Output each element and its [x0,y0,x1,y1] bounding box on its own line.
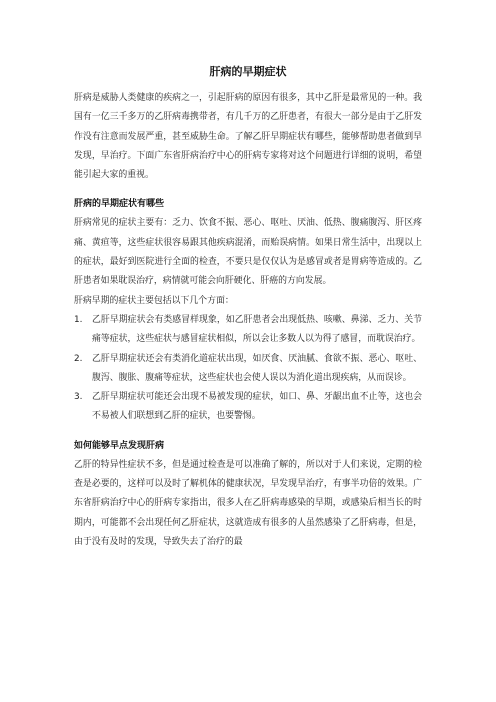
symptoms-list-intro: 肝病早期的症状主要包括以下几个方面： [74,295,234,306]
list-item-number: 3. [74,392,83,403]
list-item [74,388,422,427]
list-item-text: 乙肝早期症状还会有类消化道症状出现，如厌食、厌油腻、食欲不振、恶心、呕吐、腹泻、腹胀、腹痛等症状，这些症状也会使人误以为消化道出现疾病，从而误诊。 [92,353,422,383]
page-title: 肝病的早期症状 [209,65,287,78]
section-gap [74,185,422,195]
detection-paragraph: 乙肝的特异性症状不多，但是通过检查是可以准确了解的，所以对于人们来说，定期的检查是必要的，这样可以及时了解机体的健康状况，早发现早治疗，有事半功倍的效果。广东省肝病治疗中心的肝病专家指出，很多人在乙肝病毒感染的早期，或感染后相当长的时期内，可能都不会出现任何乙肝症状，这就造成有很多的人虽然感染了乙肝病毒，但是，由于没有及时的发现，导致失去了治疗的最 [74,459,422,547]
list-item [74,350,422,389]
section-gap [74,427,422,437]
symptoms-list [74,311,422,427]
section-heading-detection: 如何能够早点发现肝病 [74,440,165,451]
symptoms-paragraph: 肝病常见的症状主要有：乏力、饮食不振、恶心、呕吐、厌油、低热、腹痛腹泻、肝区疼痛、黄疸等，这些症状很容易跟其他疾病混淆，而贻误病情。如果日常生活中，出现以上的症状，最好到医院进行全面的检查，不要只是仅仅认为是感冒或者是胃病等造成的。乙肝患者如果耽误治疗，病情就可能会向肝硬化、肝癌的方向发展。 [74,218,422,287]
intro-paragraph: 肝病是威胁人类健康的疾病之一，引起肝病的原因有很多，其中乙肝是最常见的一种。我国有一亿三千多万的乙肝病毒携带者，有几千万的乙肝患者，有很大一部分是由于乙肝发作没有注意而发展严重，甚至威胁生命。了解乙肝早期症状有哪些，能够帮助患者做到早发现，早治疗。下面广东省肝病治疗中心的肝病专家将对这个问题进行详细的说明，希望能引起大家的重视。 [74,93,422,181]
list-item-text: 乙肝早期症状可能还会出现不易被发现的症状，如口、鼻、牙龈出血不止等，这也会不易被人们联想到乙肝的症状，也要警惕。 [92,392,422,422]
list-item [74,311,422,350]
list-item-number: 2. [74,353,83,364]
section-heading-symptoms: 肝病的早期症状有哪些 [74,199,165,210]
list-item-text: 乙肝早期症状会有类感冒样现象，如乙肝患者会出现低热、咳嗽、鼻涕、乏力、关节痛等症状，这些症状与感冒症状相似，所以会让多数人以为得了感冒，而耽误治疗。 [92,314,422,345]
list-item-number: 1. [74,314,83,325]
